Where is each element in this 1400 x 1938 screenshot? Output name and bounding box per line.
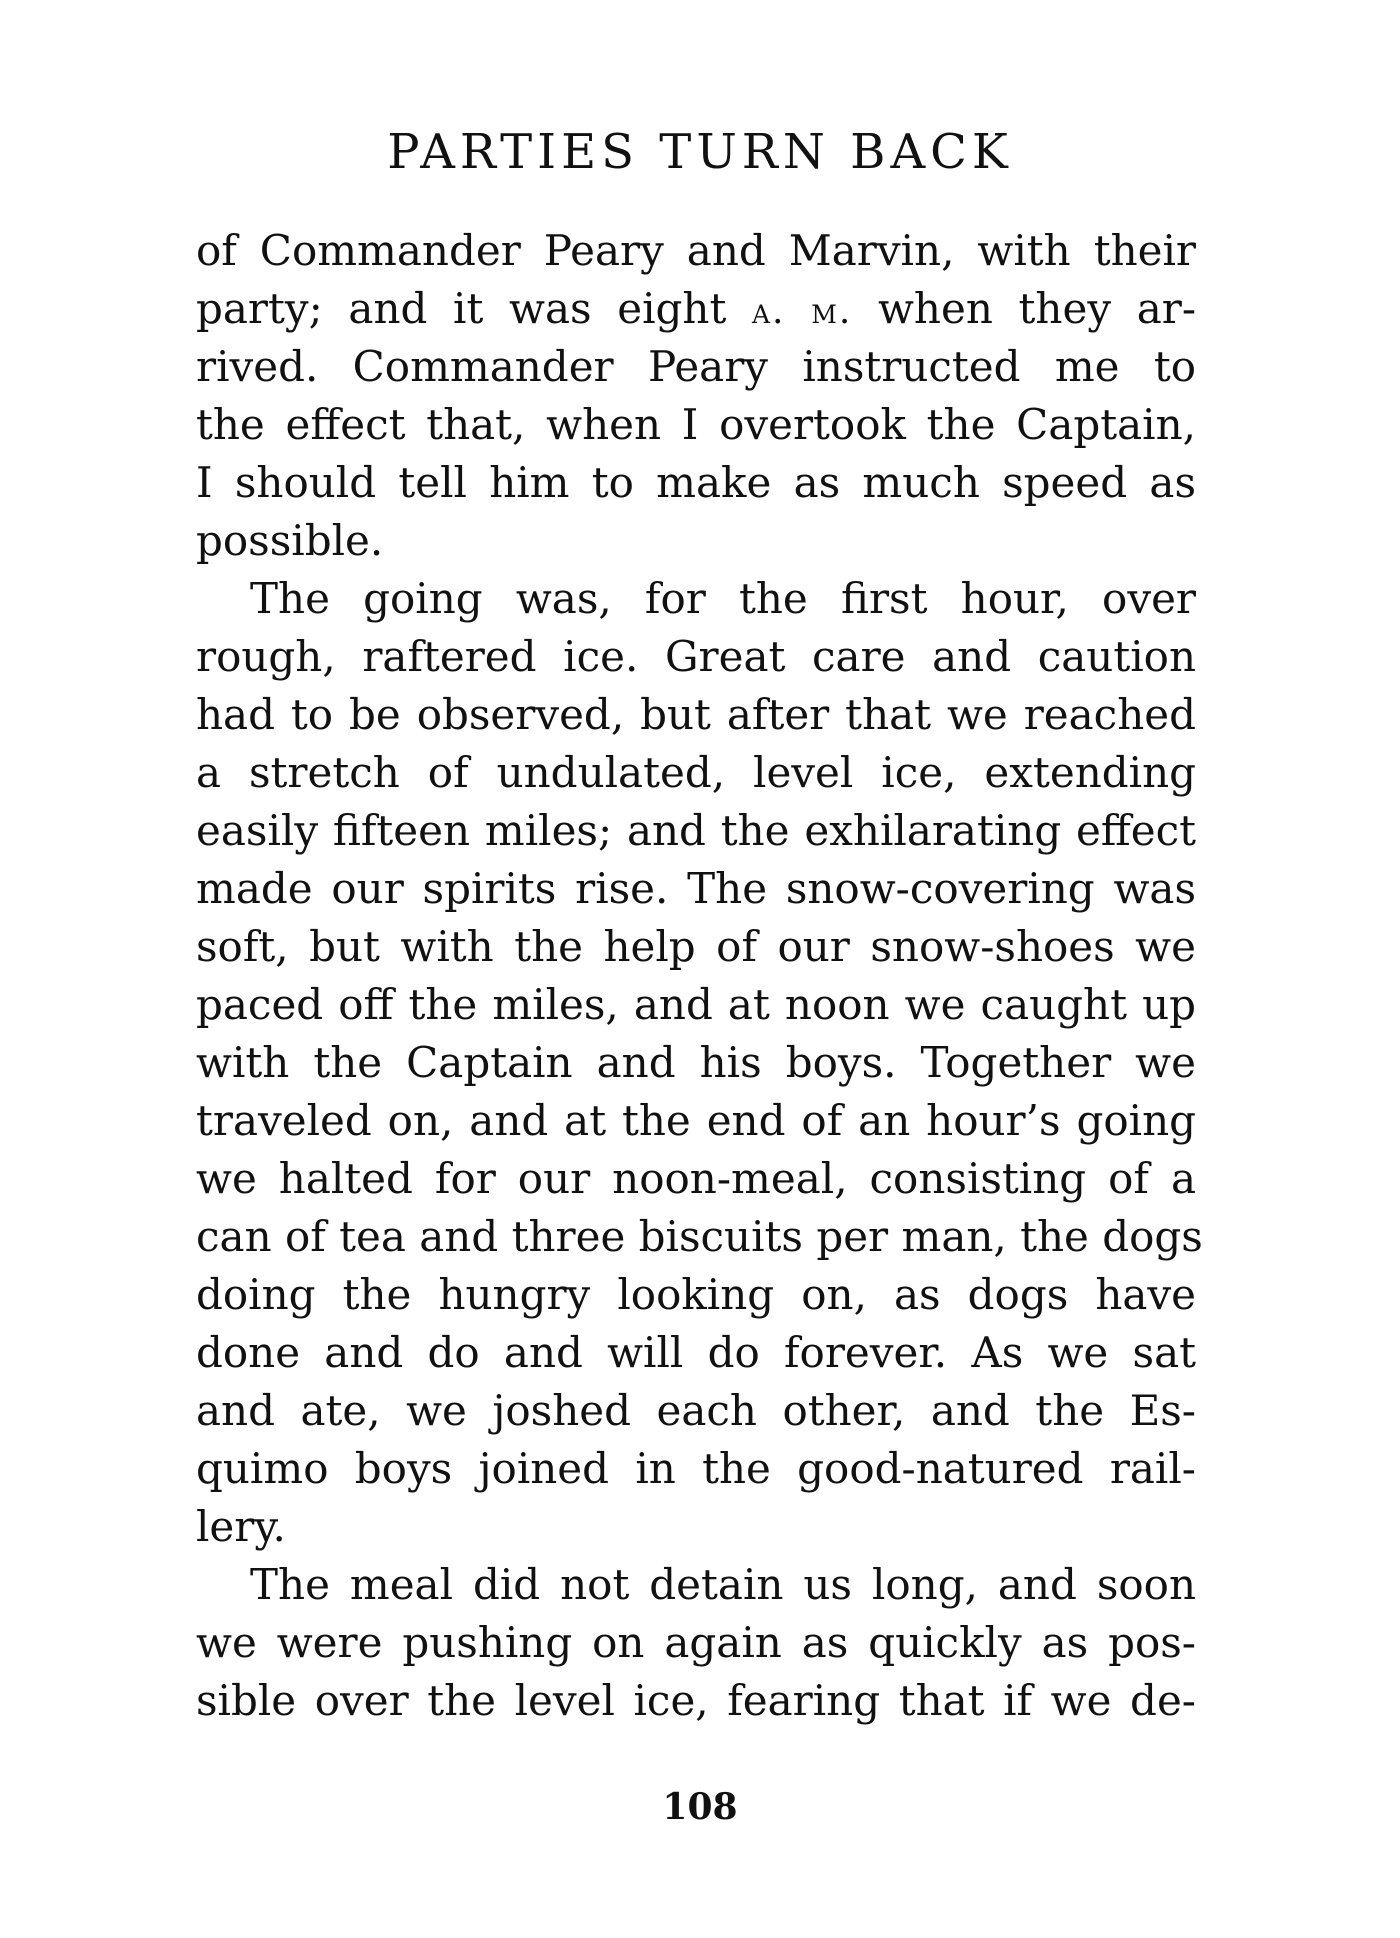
text-line: done and do and will do forever. As we sat	[196, 1328, 1196, 1377]
text-line: and ate, we joshed each other, and the Es-	[196, 1386, 1196, 1435]
running-head: PARTIES TURN BACK	[387, 124, 1013, 180]
text-line: of Commander Peary and Marvin, with their	[196, 226, 1196, 275]
time-abbreviation: a. m.	[752, 291, 853, 332]
text-line: we halted for our noon-meal, consisting of a	[196, 1154, 1196, 1203]
text-line: lery.	[196, 1502, 286, 1551]
text-line: quimo boys joined in the good-natured rail-	[196, 1444, 1196, 1493]
text-line: doing the hungry looking on, as dogs have	[196, 1270, 1196, 1319]
text-line: with the Captain and his boys. Together we	[196, 1038, 1196, 1087]
text-segment: when they ar-	[877, 284, 1197, 333]
text-line: rough, raftered ice. Great care and caution	[196, 632, 1196, 681]
text-line: sible over the level ice, fearing that if we de-	[196, 1676, 1196, 1725]
text-line: a stretch of undulated, level ice, extending	[196, 748, 1196, 797]
text-line: I should tell him to make as much speed as	[196, 458, 1196, 507]
page-number: 108	[662, 1786, 738, 1828]
text-line: soft, but with the help of our snow-shoes we	[196, 922, 1196, 971]
text-line: easily fifteen miles; and the exhilarating effect	[196, 806, 1196, 855]
text-segment: party; and it was eight	[196, 284, 727, 333]
text-line: rived. Commander Peary instructed me to	[196, 342, 1196, 391]
text-line: The meal did not detain us long, and soon	[250, 1560, 1196, 1609]
text-line: made our spirits rise. The snow-covering was	[196, 864, 1196, 913]
text-line: the effect that, when I overtook the Captain,	[196, 400, 1196, 449]
text-line: can of tea and three biscuits per man, the dogs	[196, 1212, 1203, 1261]
text-line: The going was, for the first hour, over	[250, 574, 1196, 623]
text-line: possible.	[196, 516, 384, 565]
text-line	[196, 280, 1196, 338]
text-line: we were pushing on again as quickly as pos-	[196, 1618, 1196, 1667]
text-line: traveled on, and at the end of an hour’s going	[196, 1096, 1196, 1145]
text-line: paced off the miles, and at noon we caught up	[196, 980, 1196, 1029]
text-line: had to be observed, but after that we reached	[196, 690, 1196, 739]
